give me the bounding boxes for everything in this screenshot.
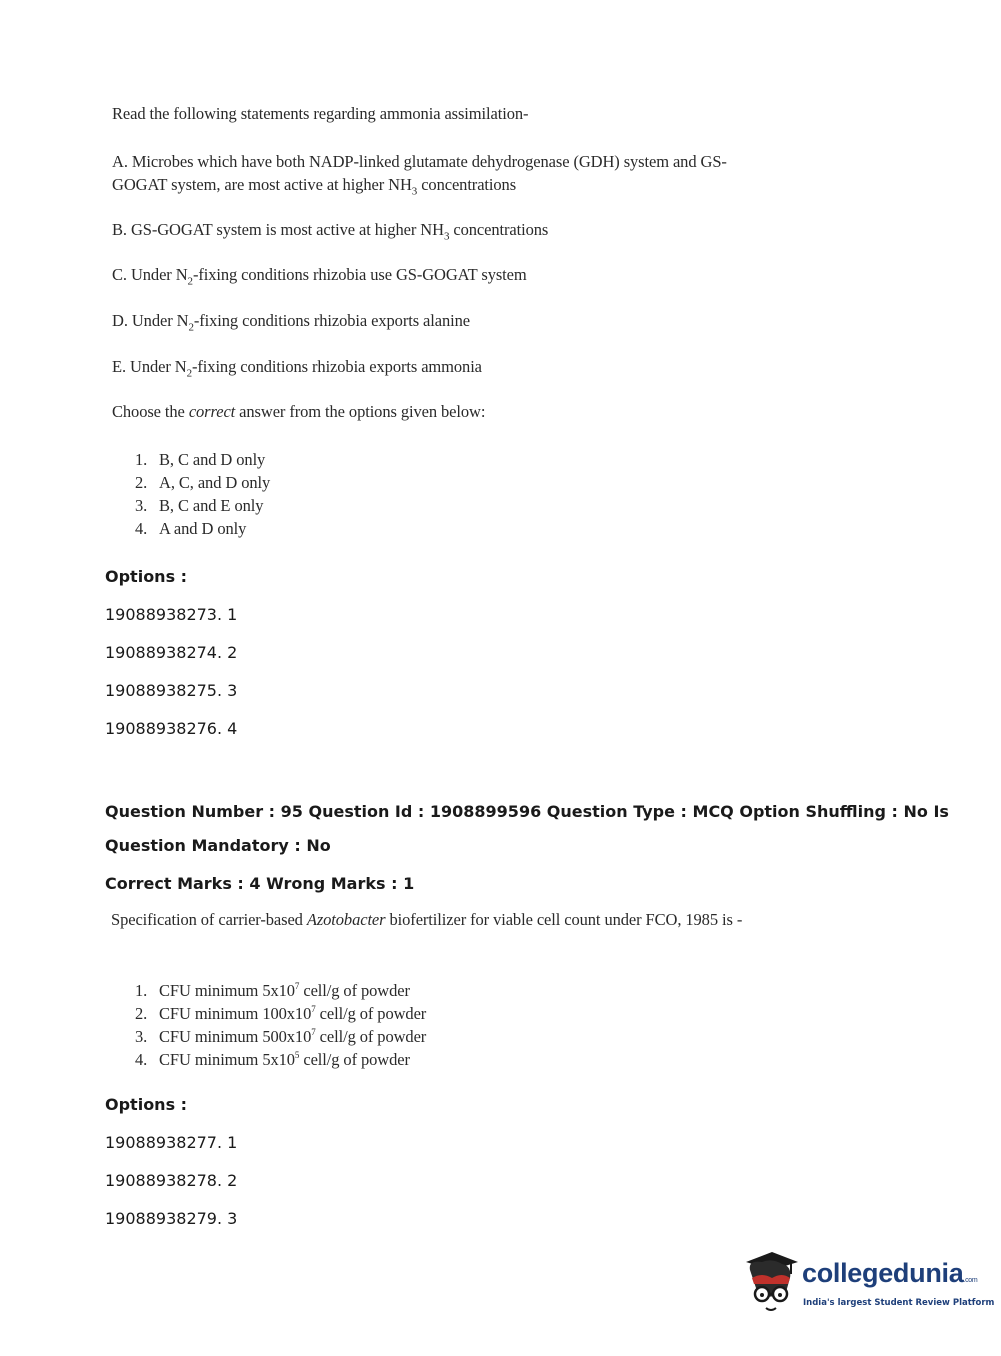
q95-option-2: 19088938278. 2 bbox=[105, 1171, 238, 1190]
q95-marks: Correct Marks : 4 Wrong Marks : 1 bbox=[105, 874, 415, 893]
statement-e: E. Under $N_2$-fixing conditions rhizobia exports ammonia bbox=[112, 357, 482, 380]
choice-item: 2. A, C, and D only bbox=[135, 473, 271, 492]
statement-a-line1: A. Microbes which have both NADP-linked glutamate dehydrogenase (GDH) system and GS- bbox=[112, 152, 727, 171]
statement-a bbox=[112, 150, 727, 203]
choice-item: 4. CFU minimum $5x10^5$ cell/g of powder bbox=[135, 1050, 410, 1069]
statement-d: D. Under $N_2$-fixing conditions rhizobia exports alanine bbox=[112, 311, 470, 334]
choice-item: 3. B, C and E only bbox=[135, 496, 264, 515]
q94-option-1: 19088938273. 1 bbox=[105, 605, 238, 624]
collegedunia-logo[interactable] bbox=[742, 1248, 995, 1318]
q94-choice-list bbox=[135, 448, 270, 540]
q95-option-3: 19088938279. 3 bbox=[105, 1209, 238, 1228]
q94-option-4: 19088938276. 4 bbox=[105, 719, 238, 738]
choice-item: 1. B, C and D only bbox=[135, 450, 266, 469]
graduate-mascot-icon bbox=[742, 1248, 802, 1318]
statement-a-line2: GOGAT system, are most active at higher $NH_3$ concentrations bbox=[112, 175, 517, 198]
q95-choice-list bbox=[135, 979, 426, 1071]
logo-tagline: India's largest Student Review Platform bbox=[803, 1298, 995, 1308]
question-intro bbox=[112, 104, 528, 124]
choice-item: 1. CFU minimum $5x10^7$ cell/g of powder bbox=[135, 981, 410, 1000]
q94-option-2: 19088938274. 2 bbox=[105, 643, 238, 662]
choose-instruction: Choose the correct answer from the options given below: bbox=[112, 402, 486, 421]
logo-brand-text: collegedunia.com bbox=[802, 1258, 978, 1288]
statement-c: C. Under $N_2$-fixing conditions rhizobia use GS-GOGAT system bbox=[112, 265, 527, 288]
choice-item: 3. CFU minimum $500x10^7$ cell/g of powder bbox=[135, 1027, 427, 1046]
q95-meta-line2: Question Mandatory : No bbox=[105, 836, 331, 855]
q94-options-label: Options : bbox=[105, 567, 188, 586]
statement-b: B. GS-GOGAT system is most active at higher $NH_3$ concentrations bbox=[112, 220, 549, 243]
q95-options-label: Options : bbox=[105, 1095, 188, 1114]
q95-question-text: Specification of carrier-based Azotobacter biofertilizer for viable cell count under FCO, 1985 is - bbox=[111, 910, 743, 929]
intro-text: Read the following statements regarding ammonia assimilation- bbox=[112, 104, 529, 123]
q95-option-1: 19088938277. 1 bbox=[105, 1133, 238, 1152]
choice-item: 2. CFU minimum $100x10^7$ cell/g of powder bbox=[135, 1004, 427, 1023]
q95-meta-line1: Question Number : 95 Question Id : 1908899596 Question Type : MCQ Option Shuffling : No Is bbox=[105, 802, 949, 821]
choice-item: 4. A and D only bbox=[135, 519, 247, 538]
q94-option-3: 19088938275. 3 bbox=[105, 681, 238, 700]
